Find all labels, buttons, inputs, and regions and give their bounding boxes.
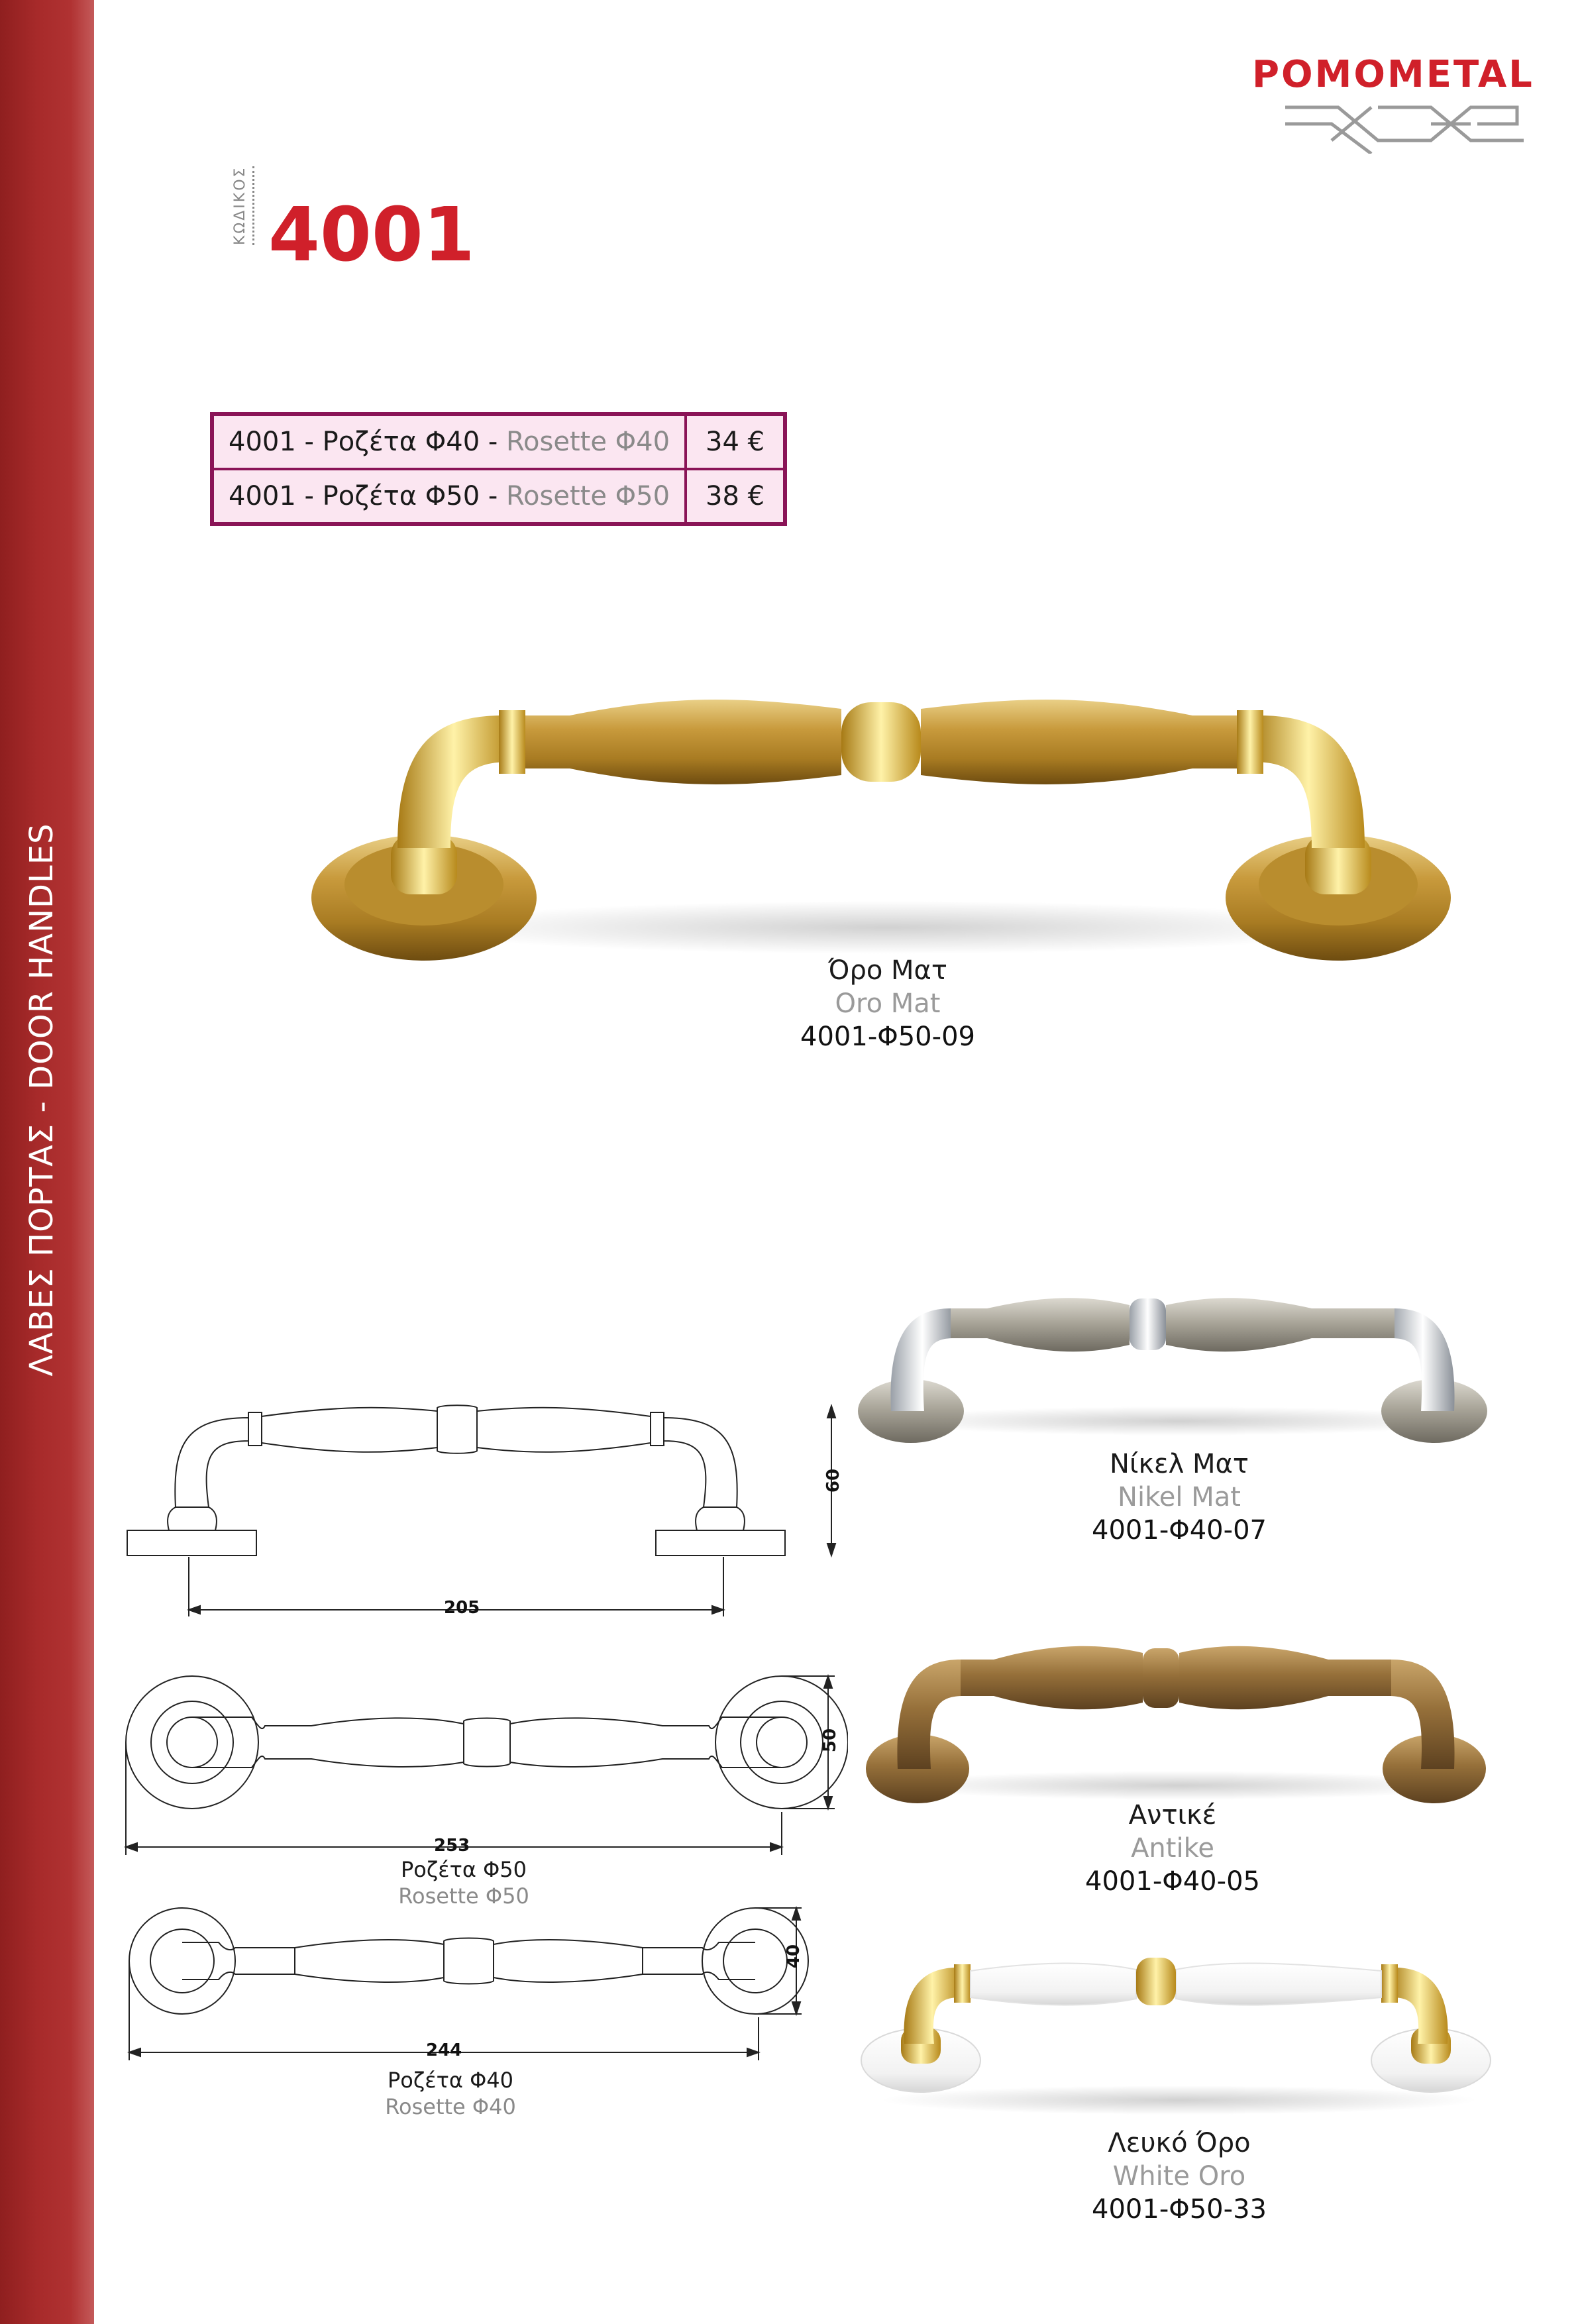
price-value: 38 € — [686, 469, 785, 524]
finish-caption — [1007, 2127, 1351, 2226]
finish-name-gr: Λευκό Όρο — [1108, 2128, 1251, 2158]
finish-code: 4001-Φ40-07 — [1092, 1515, 1267, 1546]
dimension-length: 205 — [444, 1598, 480, 1618]
row-en: Rosette Φ40 — [506, 427, 670, 457]
finish-name-gr: Αντικέ — [1128, 1800, 1217, 1830]
top-view-rosette40-drawing — [119, 1901, 848, 2067]
product-code: 4001 — [268, 192, 475, 278]
price-row — [212, 414, 785, 469]
drawing-label-gr: Ροζέτα Φ50 — [400, 1857, 527, 1882]
price-row — [212, 469, 785, 524]
finish-code: 4001-Φ50-33 — [1092, 2194, 1267, 2225]
handle-antique-photo — [861, 1630, 1497, 1815]
finish-name-en: Nikel Mat — [1118, 1482, 1241, 1512]
drawing-label-en: Rosette Φ50 — [398, 1883, 529, 1909]
handle-white-gold-photo — [855, 1944, 1497, 2130]
dimension-depth: 40 — [784, 1944, 804, 1969]
finish-name-gr: Νίκελ Ματ — [1110, 1449, 1249, 1479]
price-row-description — [212, 414, 686, 469]
dimension-depth: 50 — [820, 1728, 841, 1753]
finish-caption — [715, 954, 1060, 1053]
price-row-description — [212, 469, 686, 524]
finish-name-en: White Oro — [1112, 2161, 1246, 2192]
price-value: 34 € — [686, 414, 785, 469]
side-view-drawing — [119, 1371, 848, 1623]
finish-name-en: Oro Mat — [835, 988, 941, 1019]
dimension-length: 253 — [434, 1836, 470, 1856]
sidebar-label: ΛΑΒΕΣ ΠΟΡΤΑΣ - DOOR HANDLES — [23, 823, 60, 1377]
finish-name-gr: Όρο Ματ — [827, 955, 948, 986]
finish-caption — [1020, 1448, 1338, 1547]
drawing-label-gr: Ροζέτα Φ40 — [387, 2068, 513, 2093]
handle-nickel-mat-photo — [855, 1279, 1497, 1451]
finish-caption — [1014, 1799, 1332, 1898]
brand-logo — [1252, 53, 1563, 152]
brand-name: POMOMETAL — [1252, 53, 1534, 96]
brand-knot-icon — [1279, 94, 1530, 154]
row-en: Rosette Φ50 — [506, 481, 670, 511]
top-view-rosette50-drawing — [119, 1669, 848, 1862]
drawing-caption — [358, 2067, 543, 2120]
row-code-gr: 4001 - Ροζέτα Φ40 - — [229, 427, 498, 457]
dimension-length: 244 — [426, 2040, 462, 2060]
drawing-label-en: Rosette Φ40 — [385, 2094, 516, 2119]
finish-name-en: Antike — [1131, 1833, 1214, 1864]
price-table — [210, 412, 787, 526]
row-code-gr: 4001 - Ροζέτα Φ50 - — [229, 481, 498, 511]
finish-code: 4001-Φ50-09 — [800, 1022, 975, 1052]
code-label: ΚΩΔΙΚΟΣ — [232, 166, 254, 245]
dimension-height: 60 — [823, 1468, 844, 1493]
finish-code: 4001-Φ40-05 — [1085, 1866, 1260, 1897]
